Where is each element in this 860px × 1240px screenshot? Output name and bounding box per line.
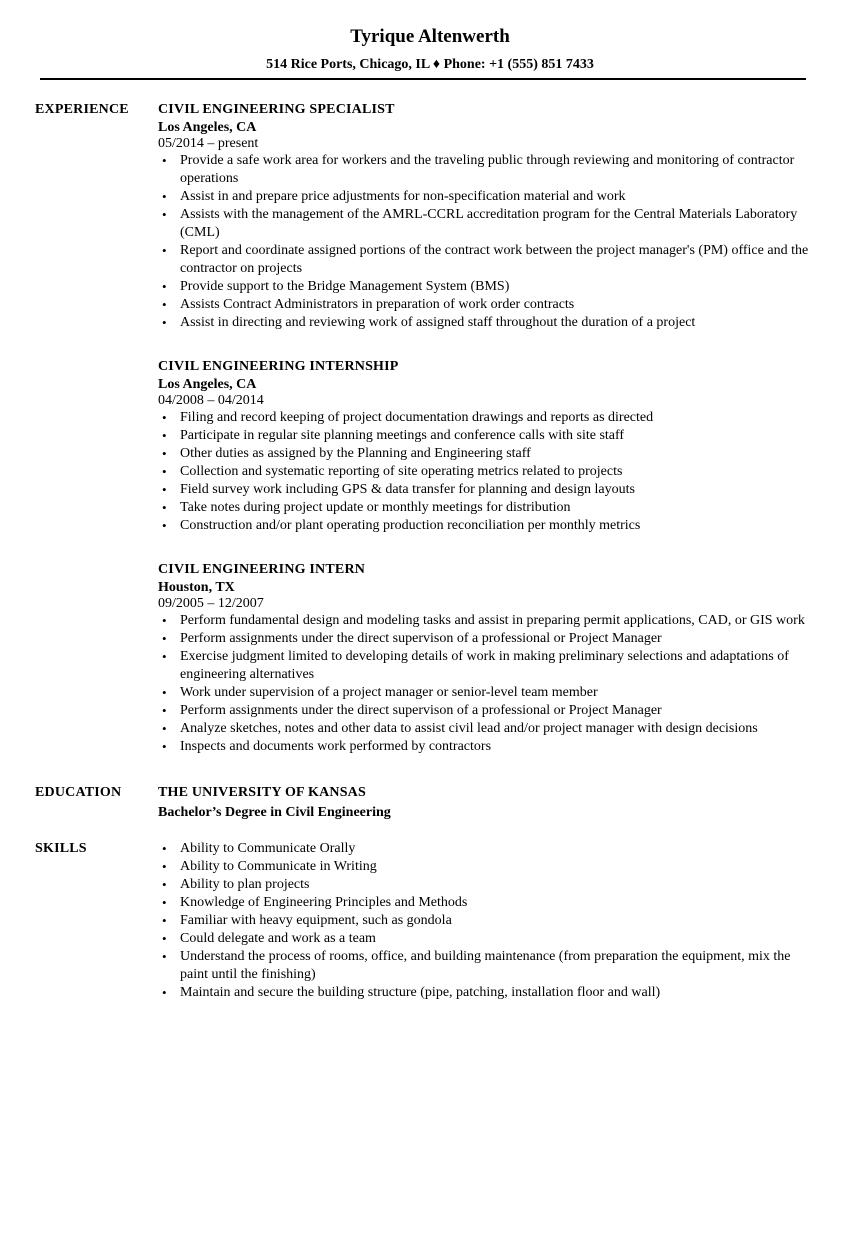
education-section: [0, 784, 860, 822]
list-item: • Perform assignments under the direct supervison of a professional or Project Manager: [180, 630, 812, 648]
list-item: • Report and coordinate assigned portions of the contract work between the project manager's (PM) office and the contractor on projects: [180, 242, 812, 278]
job-entry: [158, 101, 812, 332]
list-item: • Assists with the management of the AMRL-CCRL accreditation program for the Central Materials Laboratory (CML): [180, 206, 812, 242]
job-duties-list: [158, 612, 812, 756]
list-item: • Collection and systematic reporting of site operating metrics related to projects: [180, 463, 812, 481]
section-label-skills: SKILLS: [35, 841, 87, 856]
job-dates: 05/2014 – present: [158, 136, 259, 151]
header-divider: [40, 78, 806, 80]
contact-line: 514 Rice Ports, Chicago, IL ♦ Phone: +1 (555) 851 7433: [266, 57, 594, 72]
list-item: • Analyze sketches, notes and other data to assist civil lead and/or project manager with design decisions: [180, 720, 812, 738]
list-item: • Ability to Communicate in Writing: [180, 858, 812, 876]
job-title: CIVIL ENGINEERING INTERNSHIP: [158, 359, 399, 374]
school-name: THE UNIVERSITY OF KANSAS: [158, 785, 366, 800]
degree: Bachelor’s Degree in Civil Engineering: [158, 805, 391, 820]
list-item: • Ability to plan projects: [180, 876, 812, 894]
list-item: • Could delegate and work as a team: [180, 930, 812, 948]
job-location: Los Angeles, CA: [158, 377, 257, 392]
list-item: • Other duties as assigned by the Planning and Engineering staff: [180, 445, 812, 463]
job-title: CIVIL ENGINEERING INTERN: [158, 562, 366, 577]
job-dates: 09/2005 – 12/2007: [158, 596, 264, 611]
list-item: • Field survey work including GPS & data transfer for planning and design layouts: [180, 481, 812, 499]
list-item: • Perform assignments under the direct supervison of a professional or Project Manager: [180, 702, 812, 720]
job-dates: 04/2008 – 04/2014: [158, 393, 264, 408]
experience-section: [0, 101, 860, 756]
job-entry: [158, 561, 812, 756]
list-item: • Take notes during project update or monthly meetings for distribution: [180, 499, 812, 517]
list-item: • Familiar with heavy equipment, such as gondola: [180, 912, 812, 930]
section-label-education: EDUCATION: [35, 785, 122, 800]
list-item: • Assist in directing and reviewing work of assigned staff throughout the duration of a project: [180, 314, 812, 332]
list-item: • Perform fundamental design and modeling tasks and assist in preparing permit applications, CAD, or GIS work: [180, 612, 812, 630]
list-item: • Construction and/or plant operating production reconciliation per monthly metrics: [180, 517, 812, 535]
job-location: Los Angeles, CA: [158, 120, 257, 135]
list-item: • Knowledge of Engineering Principles and Methods: [180, 894, 812, 912]
list-item: • Ability to Communicate Orally: [180, 840, 812, 858]
section-label-experience: EXPERIENCE: [35, 102, 129, 117]
list-item: • Assist in and prepare price adjustments for non-specification material and work: [180, 188, 812, 206]
list-item: • Participate in regular site planning meetings and conference calls with site staff: [180, 427, 812, 445]
list-item: • Inspects and documents work performed by contractors: [180, 738, 812, 756]
list-item: • Provide support to the Bridge Management System (BMS): [180, 278, 812, 296]
resume-header: [0, 0, 860, 73]
skills-list: [158, 840, 812, 1002]
job-title: CIVIL ENGINEERING SPECIALIST: [158, 102, 395, 117]
skills-section: [0, 840, 860, 1002]
list-item: • Understand the process of rooms, office, and building maintenance (from preparation the equipment, mix the paint until the finishing): [180, 948, 812, 984]
list-item: • Work under supervision of a project manager or senior-level team member: [180, 684, 812, 702]
list-item: • Exercise judgment limited to developing details of work in making preliminary selections and adaptations of engineering alternatives: [180, 648, 812, 684]
job-duties-list: [158, 152, 812, 332]
list-item: • Assists Contract Administrators in preparation of work order contracts: [180, 296, 812, 314]
candidate-name: Tyrique Altenwerth: [350, 26, 510, 47]
job-duties-list: [158, 409, 812, 535]
list-item: • Provide a safe work area for workers and the traveling public through reviewing and monitoring of contractor operations: [180, 152, 812, 188]
list-item: • Maintain and secure the building structure (pipe, patching, installation floor and wall): [180, 984, 812, 1002]
job-location: Houston, TX: [158, 580, 235, 595]
list-item: • Filing and record keeping of project documentation drawings and reports as directed: [180, 409, 812, 427]
job-entry: [158, 358, 812, 535]
